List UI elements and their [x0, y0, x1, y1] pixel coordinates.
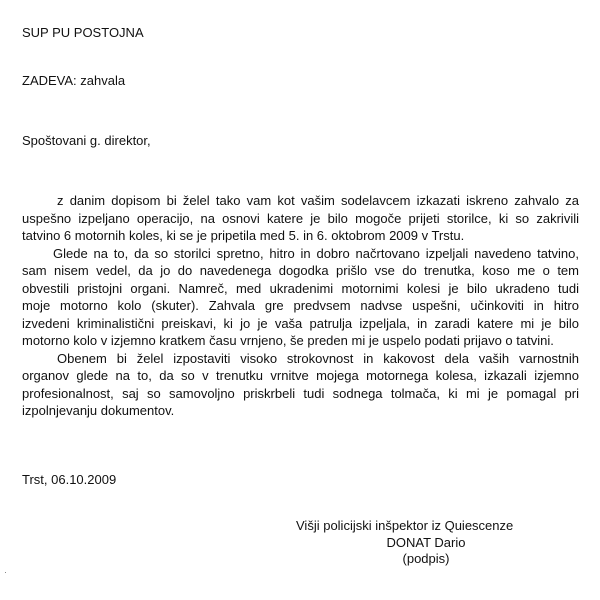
paragraph-line: sam nisem vedel, da jo do navedenega dogodka prišlo vse do trenutka, koso me o tem	[22, 263, 579, 278]
paragraph-line: motorno kolo v izjemno kratkem času vrnjeno, še preden mi je uspelo podati prijavo o tatvini.	[22, 333, 554, 348]
body-paragraph-3	[22, 350, 579, 420]
letter-subject: ZADEVA: zahvala	[22, 73, 126, 88]
paragraph-line: Obenem bi želel izpostaviti visoko strokovnost in kakovost dela vaših varnostnih	[57, 350, 579, 366]
paragraph-line: z danim dopisom bi želel tako vam kot vašim sodelavcem izkazati iskreno zahvalo za	[57, 193, 579, 208]
paragraph-line: profesionalnost, saj so samovoljno priskrbeli tudi sodnega tolmača, ki mi je pomagal pri	[22, 385, 579, 401]
recipient-organization: SUP PU POSTOJNA	[22, 25, 144, 40]
letter-body	[22, 192, 579, 420]
paragraph-line: izpolnjevanju dokumentov.	[22, 403, 175, 418]
signature-block	[296, 518, 556, 568]
letter-salutation: Spoštovani g. direktor,	[22, 133, 151, 148]
scan-speck	[5, 572, 6, 573]
body-paragraph-2	[22, 245, 579, 350]
body-paragraph-1	[22, 192, 579, 245]
signatory-title: Višji policijski inšpektor iz Quiescenze	[296, 518, 514, 533]
place-and-date: Trst, 06.10.2009	[22, 472, 117, 487]
paragraph-line: izvedeni kriminalistični preiskavi, ki jo je vaša patrulja izpeljala, in zaradi katere mi je bilo	[22, 315, 579, 331]
signature-note: (podpis)	[402, 551, 450, 566]
paragraph-line: organov glede na to, da so v trenutku vrnitve mojega motornega kolesa, izkazali izjemno	[22, 368, 579, 383]
paragraph-line: moje motorno kolo (skuter). Zahvala gre predvsem nadvse uspešni, učinkoviti in hitro	[22, 298, 579, 313]
paragraph-line: uspešno izpeljano operacijo, na osnovi katere je bilo mogoče prijeti storilce, ki so zakrivili	[22, 210, 579, 226]
paragraph-line: tatvino 6 motornih koles, ki se je pripetila med 5. in 6. oktobrom 2009 v Trstu.	[22, 228, 465, 243]
signatory-name: DONAT Dario	[386, 534, 466, 550]
paragraph-line: obvestili pristojni organi. Namreč, med ukradenimi motornimi kolesi je bilo ukradeno tudi	[22, 280, 579, 296]
paragraph-line: Glede na to, da so storilci spretno, hitro in dobro načrtovano izpeljali navedeno tatvino,	[53, 245, 579, 261]
